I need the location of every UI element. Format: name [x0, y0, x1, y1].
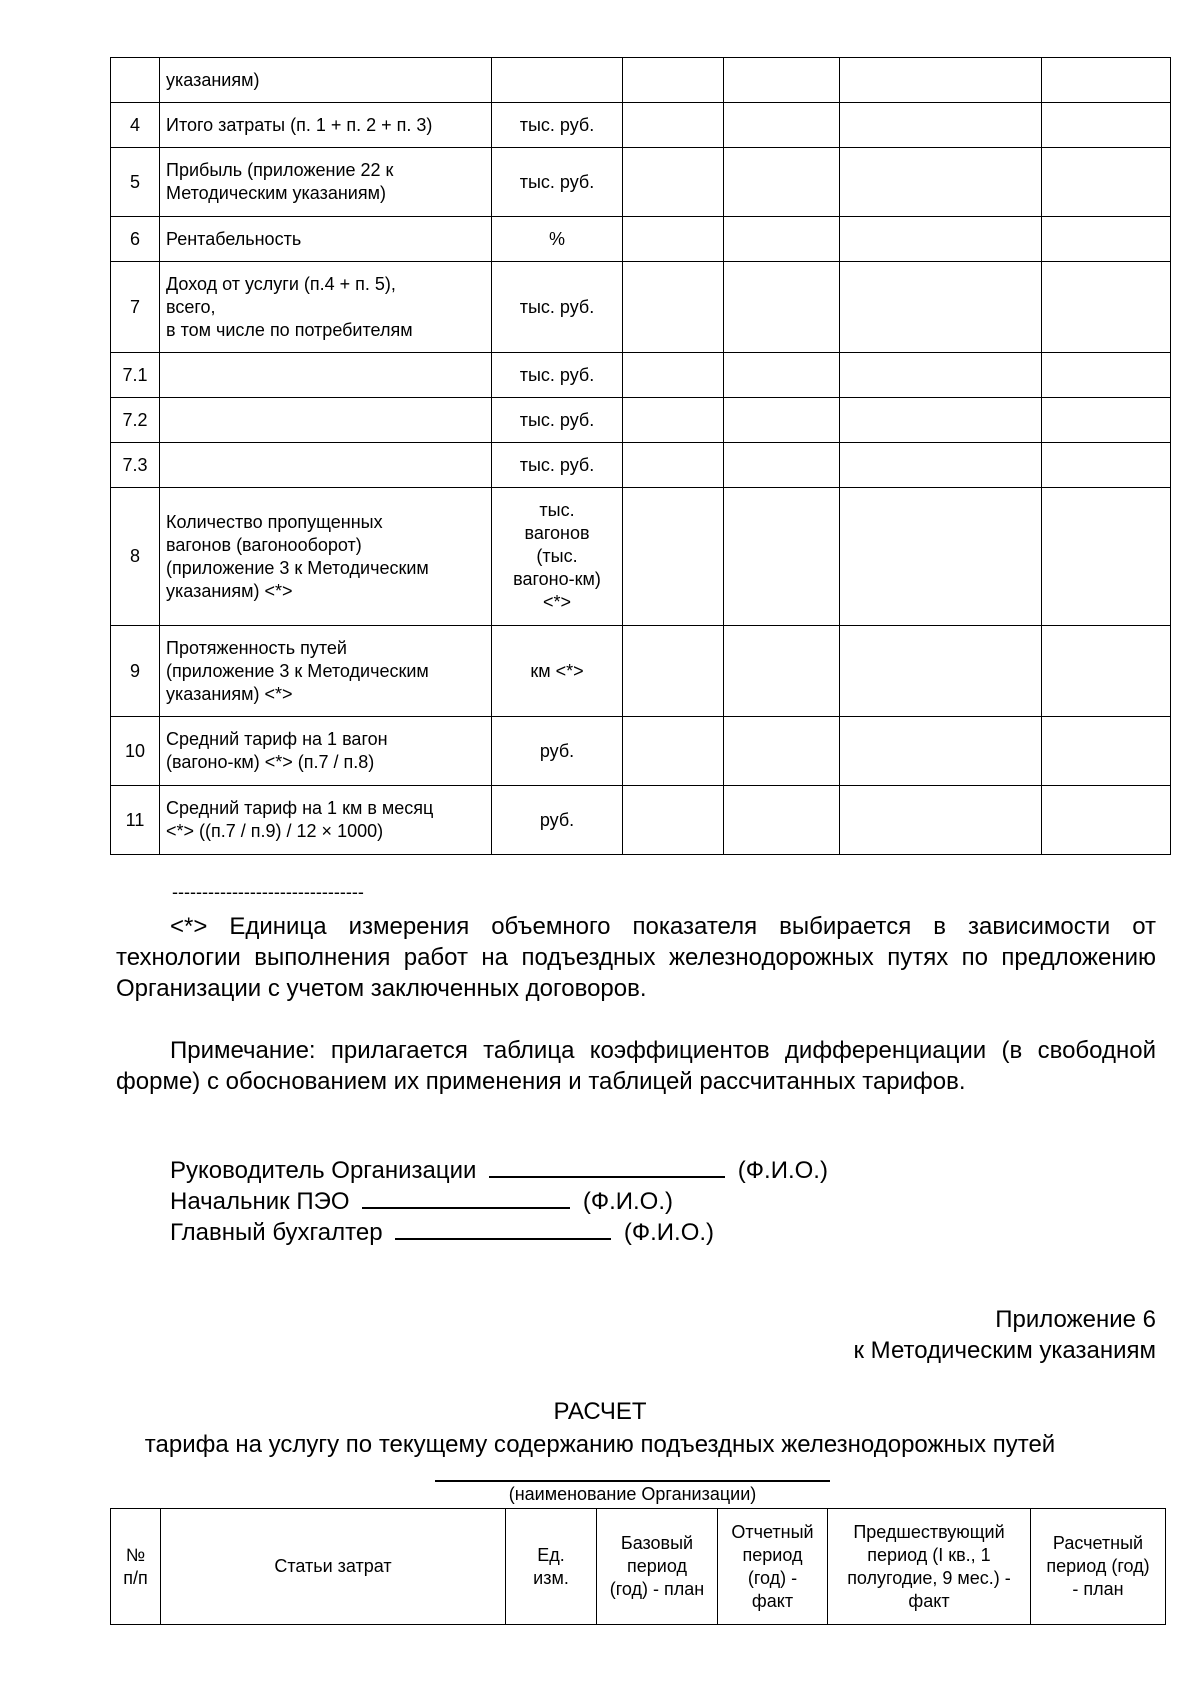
tariff-calculation-table-continued — [110, 57, 1171, 855]
header-base-period: Базовый период (год) - план — [597, 1509, 718, 1625]
value-cell — [724, 398, 840, 443]
value-cell — [1042, 353, 1171, 398]
value-cell — [623, 217, 724, 262]
table-row — [111, 262, 1171, 353]
row-number: 7.2 — [111, 398, 160, 443]
row-unit: тыс. руб. — [492, 148, 623, 217]
row-item-name: Количество пропущенных вагонов (вагонооборот) (приложение 3 к Методическим указаниям) <*> — [160, 488, 492, 626]
row-number: 7.1 — [111, 353, 160, 398]
signature-blank — [395, 1216, 611, 1240]
row-number: 5 — [111, 148, 160, 217]
note-text: Примечание: прилагается таблица коэффициентов дифференциации (в свободной форме) с обоснованием их применения и таблицей рассчитанных тарифов. — [116, 1037, 1156, 1095]
row-item-name: Доход от услуги (п.4 + п. 5), всего, в том числе по потребителям — [160, 262, 492, 353]
value-cell — [1042, 103, 1171, 148]
tariff-calculation-table-header — [110, 1508, 1166, 1625]
signature-suffix: (Ф.И.О.) — [737, 1157, 828, 1184]
row-unit: тыс. руб. — [492, 103, 623, 148]
organization-name-blank — [435, 1480, 830, 1482]
table-row — [111, 353, 1171, 398]
signature-role: Руководитель Организации — [170, 1157, 477, 1184]
value-cell — [724, 262, 840, 353]
value-cell — [840, 398, 1042, 443]
value-cell — [1042, 717, 1171, 786]
value-cell — [623, 786, 724, 855]
value-cell — [623, 398, 724, 443]
signature-line-accountant — [170, 1216, 714, 1248]
value-cell — [623, 717, 724, 786]
row-item-name: Рентабельность — [160, 217, 492, 262]
row-item-name: Протяженность путей (приложение 3 к Методическим указаниям) <*> — [160, 626, 492, 717]
row-item-name — [160, 353, 492, 398]
row-unit: руб. — [492, 786, 623, 855]
row-item-name: Прибыль (приложение 22 к Методическим указаниям) — [160, 148, 492, 217]
table-row — [111, 148, 1171, 217]
header-previous-period: Предшествующий период (I кв., 1 полугодие, 9 мес.) - факт — [828, 1509, 1031, 1625]
row-item-name: Итого затраты (п. 1 + п. 2 + п. 3) — [160, 103, 492, 148]
row-item-name: Средний тариф на 1 вагон (вагоно-км) <*> (п.7 / п.8) — [160, 717, 492, 786]
value-cell — [623, 626, 724, 717]
table-row — [111, 103, 1171, 148]
table-row — [111, 786, 1171, 855]
signature-line-peo — [170, 1185, 673, 1217]
row-number: 7.3 — [111, 443, 160, 488]
value-cell — [840, 262, 1042, 353]
signature-line-head — [170, 1154, 828, 1186]
value-cell — [623, 262, 724, 353]
value-cell — [1042, 398, 1171, 443]
row-unit: руб. — [492, 717, 623, 786]
value-cell — [724, 103, 840, 148]
value-cell — [840, 148, 1042, 217]
value-cell — [724, 217, 840, 262]
row-unit — [492, 58, 623, 103]
value-cell — [840, 786, 1042, 855]
value-cell — [840, 443, 1042, 488]
value-cell — [623, 488, 724, 626]
row-unit: тыс. руб. — [492, 398, 623, 443]
value-cell — [623, 353, 724, 398]
value-cell — [1042, 443, 1171, 488]
value-cell — [724, 488, 840, 626]
row-unit: тыс. руб. — [492, 443, 623, 488]
row-item-name — [160, 398, 492, 443]
row-item-name — [160, 443, 492, 488]
value-cell — [1042, 148, 1171, 217]
row-number: 8 — [111, 488, 160, 626]
table-row — [111, 443, 1171, 488]
header-row — [111, 1509, 1166, 1625]
header-unit: Ед. изм. — [506, 1509, 597, 1625]
signature-suffix: (Ф.И.О.) — [623, 1219, 715, 1246]
value-cell — [623, 58, 724, 103]
value-cell — [724, 626, 840, 717]
row-number: 10 — [111, 717, 160, 786]
value-cell — [1042, 626, 1171, 717]
value-cell — [623, 148, 724, 217]
value-cell — [724, 717, 840, 786]
signature-blank — [489, 1154, 725, 1178]
row-number — [111, 58, 160, 103]
footnote-text: <*> Единица измерения объемного показателя выбирается в зависимости от технологии выполнения работ на подъездных железнодорожных путях по предложению Организации с учетом заключенных договоров. — [116, 913, 1156, 1002]
value-cell — [1042, 217, 1171, 262]
value-cell — [724, 786, 840, 855]
document-title: РАСЧЕТ — [553, 1398, 647, 1425]
row-number: 9 — [111, 626, 160, 717]
signature-role: Начальник ПЭО — [170, 1188, 350, 1215]
value-cell — [724, 58, 840, 103]
table-row — [111, 717, 1171, 786]
value-cell — [1042, 58, 1171, 103]
row-item-name: Средний тариф на 1 км в месяц <*> ((п.7 / п.9) / 12 × 1000) — [160, 786, 492, 855]
value-cell — [840, 103, 1042, 148]
table-row — [111, 488, 1171, 626]
value-cell — [1042, 262, 1171, 353]
header-calculated-period: Расчетный период (год) - план — [1031, 1509, 1166, 1625]
document-subtitle: тарифа на услугу по текущему содержанию подъездных железнодорожных путей — [144, 1431, 1056, 1458]
value-cell — [840, 217, 1042, 262]
row-number: 6 — [111, 217, 160, 262]
table-row — [111, 217, 1171, 262]
row-item-name: указаниям) — [160, 58, 492, 103]
appendix-reference: к Методическим указаниям — [853, 1337, 1156, 1364]
row-number: 7 — [111, 262, 160, 353]
appendix-label — [854, 1304, 1156, 1366]
value-cell — [840, 488, 1042, 626]
organization-caption: (наименование Организации) — [508, 1484, 757, 1504]
value-cell — [623, 103, 724, 148]
value-cell — [1042, 786, 1171, 855]
appendix-number: Приложение 6 — [995, 1306, 1156, 1333]
value-cell — [840, 58, 1042, 103]
row-number: 4 — [111, 103, 160, 148]
value-cell — [623, 443, 724, 488]
footnote-separator: -------------------------------- — [172, 882, 364, 902]
signature-blank — [362, 1185, 570, 1209]
value-cell — [724, 148, 840, 217]
header-cost-items: Статьи затрат — [161, 1509, 506, 1625]
header-reporting-period: Отчетный период (год) - факт — [718, 1509, 828, 1625]
table-row — [111, 58, 1171, 103]
row-unit: тыс. вагонов (тыс. вагоно-км) <*> — [492, 488, 623, 626]
row-unit: тыс. руб. — [492, 262, 623, 353]
signature-suffix: (Ф.И.О.) — [582, 1188, 674, 1215]
value-cell — [840, 626, 1042, 717]
value-cell — [840, 717, 1042, 786]
table-row — [111, 398, 1171, 443]
signature-role: Главный бухгалтер — [170, 1219, 383, 1246]
row-unit: тыс. руб. — [492, 353, 623, 398]
value-cell — [724, 353, 840, 398]
row-unit: % — [492, 217, 623, 262]
value-cell — [840, 353, 1042, 398]
value-cell — [1042, 488, 1171, 626]
table-row — [111, 626, 1171, 717]
header-number: № п/п — [111, 1509, 161, 1625]
row-unit: км <*> — [492, 626, 623, 717]
value-cell — [724, 443, 840, 488]
row-number: 11 — [111, 786, 160, 855]
